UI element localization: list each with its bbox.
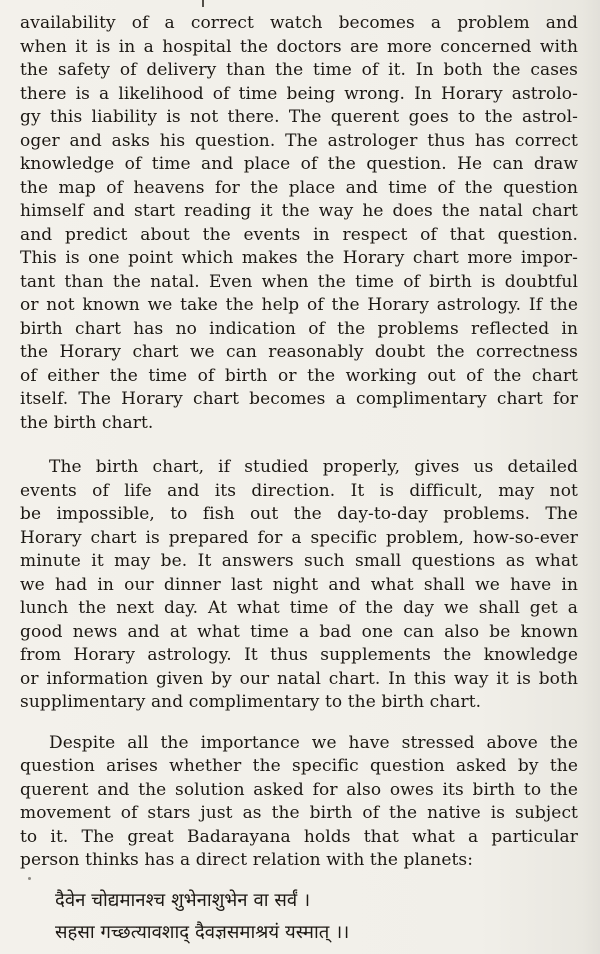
text-line: events of life and its direction. It is difficult, may not: [20, 480, 578, 501]
text-line: birth chart has no indication of the problems reflected in: [20, 318, 578, 339]
text-line: question arises whether the specific question asked by the: [20, 756, 578, 776]
scan-artifact: [28, 877, 31, 880]
text-line: and predict about the events in respect of that question.: [20, 224, 578, 245]
text-line: to it. The great Badarayana holds that what a particular: [20, 826, 578, 847]
text-line: availability of a correct watch becomes a problem and: [20, 13, 578, 33]
text-line: supplimentary and complimentary to the birth chart.: [20, 692, 482, 712]
text-line: The birth chart, if studied properly, gives us detailed: [49, 457, 578, 477]
text-line: lunch the next day. At what time of the day we shall get a: [20, 598, 578, 618]
text-line: दैवेन चोद्यमानश्च शुभेनाशुभेन वा सर्वं ।: [55, 889, 311, 911]
text-line: we had in our dinner last night and what shall we have in: [20, 574, 578, 595]
text-line: knowledge of time and place of the question. He can draw: [20, 154, 578, 174]
text-line: person thinks has a direct relation with the planets:: [20, 850, 474, 870]
text-line: of either the time of birth or the working out of the chart: [20, 365, 578, 386]
text-line: or not known we take the help of the Horary astrology. If the: [20, 295, 578, 315]
text-line: from Horary astrology. It thus supplements the knowledge: [20, 645, 578, 665]
text-line: oger and asks his question. The astrologer thus has correct: [20, 130, 578, 151]
paragraph-gap: [20, 435, 578, 456]
paragraph-birth-chart: [20, 456, 578, 715]
text-line: Horary chart is prepared for a specific problem, how-so-ever: [20, 527, 578, 548]
text-line: be impossible, to fish out the day-to-day problems. The: [20, 504, 578, 524]
text-line: itself. The Horary chart becomes a complimentary chart for: [20, 389, 578, 409]
text-line: the Horary chart we can reasonably doubt the correctness: [20, 342, 578, 362]
text-line: or information given by our natal chart. In this way it is both: [20, 668, 578, 689]
text-line: the safety of delivery than the time of it. In both the cases: [20, 60, 578, 80]
text-line: Despite all the importance we have stressed above the: [49, 732, 578, 753]
paragraph-continuation: [20, 12, 578, 435]
paragraph-despite: [20, 732, 578, 873]
text-line: gy this liability is not there. The querent goes to the astrol-: [20, 107, 578, 127]
text-line: when it is in a hospital the doctors are more concerned with: [20, 36, 578, 57]
text-line: minute it may be. It answers such small questions as what: [20, 551, 578, 571]
text-line: tant than the natal. Even when the time of birth is doubtful: [20, 271, 578, 292]
text-line: good news and at what time a bad one can also be known: [20, 621, 578, 642]
text-line: This is one point which makes the Horary chart more impor-: [20, 248, 578, 268]
text-line: movement of stars just as the birth of the native is subject: [20, 803, 578, 823]
text-line: himself and start reading it the way he does the natal chart: [20, 201, 578, 221]
sanskrit-verse: [20, 885, 578, 949]
text-line: सहसा गच्छत्यावशाद् दैवज्ञसमाश्रयं यस्मात् ।।: [55, 921, 350, 943]
text-line: there is a likelihood of time being wrong. In Horary astrolo-: [20, 83, 578, 104]
paragraph-gap: [20, 715, 578, 732]
text-line: querent and the solution asked for also owes its birth to the: [20, 779, 578, 800]
scan-artifact: [202, 0, 204, 7]
text-line: the map of heavens for the place and time of the question: [20, 177, 578, 198]
text-line: the birth chart.: [20, 412, 154, 433]
